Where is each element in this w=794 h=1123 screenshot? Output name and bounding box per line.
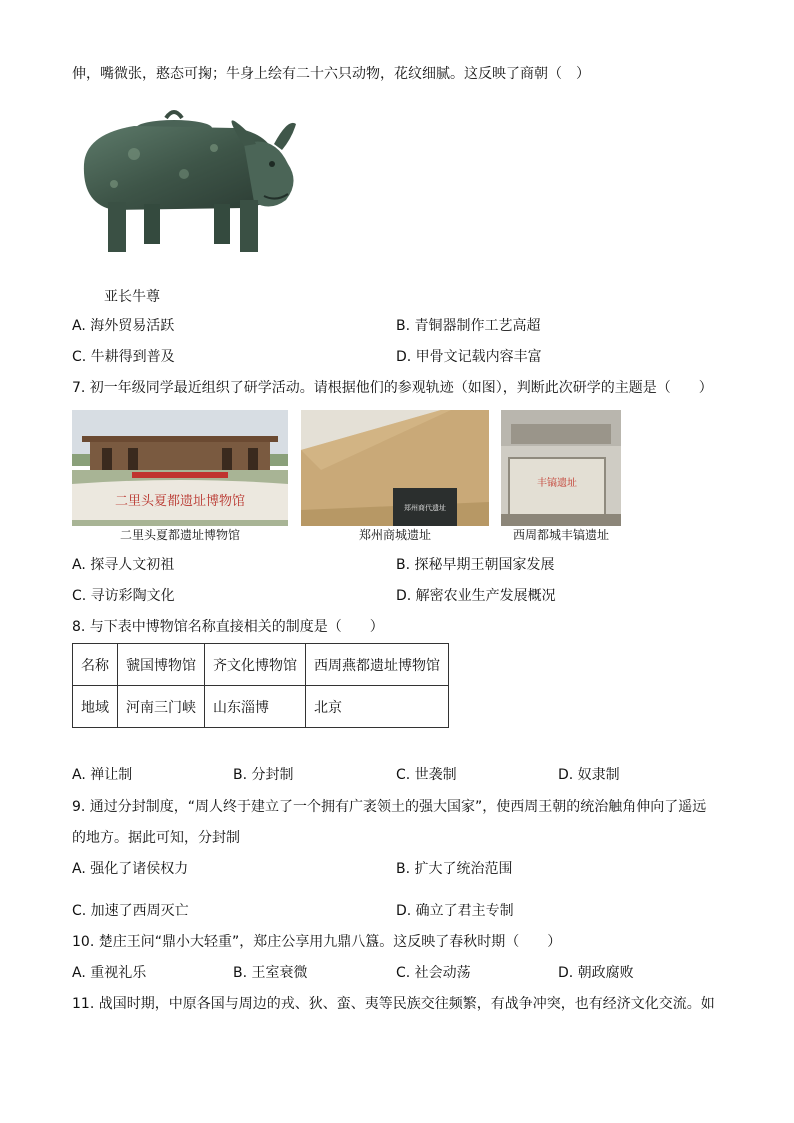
q11-stem: 11. 战国时期，中原各国与周边的戎、狄、蛮、夷等民族交往频繁，有战争冲突，也有经济文化交流。如 [72, 996, 715, 1012]
q7-option-a[interactable]: A. 探寻人文初祖 [72, 557, 175, 573]
q7-caption-zhengzhou: 郑州商城遗址 [358, 528, 431, 542]
q6-stem: 伸，嘴微张，憨态可掬；牛身上绘有二十六只动物，花纹细腻。这反映了商朝（ ） [72, 66, 590, 82]
q6-option-c[interactable]: C. 牛耕得到普及 [72, 349, 175, 365]
table-row [73, 686, 449, 728]
q8-stem: 8. 与下表中博物馆名称直接相关的制度是（ ） [72, 619, 384, 635]
table-cell: 虢国博物馆 [118, 644, 205, 686]
table-row [73, 644, 449, 686]
museum-table [72, 643, 449, 728]
q9-stem-line-2: 的地方。据此可知，分封制 [72, 830, 240, 846]
q10-stem: 10. 楚庄王问“鼎小大轻重”，郑庄公享用九鼎八簋。这反映了春秋时期（ ） [72, 934, 562, 950]
table-cell: 河南三门峡 [118, 686, 205, 728]
q6-option-b[interactable]: B. 青铜器制作工艺高超 [396, 318, 541, 334]
table-cell: 西周燕都遗址博物馆 [306, 644, 449, 686]
q9-option-d[interactable]: D. 确立了君主专制 [396, 903, 514, 919]
q10-option-b[interactable]: B. 王室衰微 [233, 965, 308, 981]
table-cell: 名称 [73, 644, 118, 686]
q8-option-a[interactable]: A. 禅让制 [72, 767, 133, 783]
erlitou-museum-photo [72, 410, 288, 526]
q8-option-c[interactable]: C. 世袭制 [396, 767, 457, 783]
zhengzhou-sign-text: 郑州商代遗址 [404, 504, 446, 512]
q9-option-b[interactable]: B. 扩大了统治范围 [396, 861, 513, 877]
zhengzhou-shang-city-photo [301, 410, 489, 526]
q7-option-d[interactable]: D. 解密农业生产发展概况 [396, 588, 556, 604]
fenghao-sign-text: 丰镐遗址 [537, 478, 577, 489]
bronze-ox-zun-image [74, 104, 304, 274]
q6-image-caption: 亚长牛尊 [104, 289, 160, 305]
q7-option-b[interactable]: B. 探秘早期王朝国家发展 [396, 557, 555, 573]
q10-option-a[interactable]: A. 重视礼乐 [72, 965, 147, 981]
q7-stem: 7. 初一年级同学最近组织了研学活动。请根据他们的参观轨迹（如图），判断此次研学的主题是（ ） [72, 380, 713, 396]
q8-option-b[interactable]: B. 分封制 [233, 767, 294, 783]
q7-option-c[interactable]: C. 寻访彩陶文化 [72, 588, 175, 604]
erlitou-sign-text: 二里头夏都遗址博物馆 [114, 494, 246, 509]
table-cell: 齐文化博物馆 [205, 644, 306, 686]
q9-stem-line-1: 9. 通过分封制度，“周人终于建立了一个拥有广袤领土的强大国家”，使西周王朝的统治触角伸向了遥远 [72, 799, 707, 815]
q10-option-c[interactable]: C. 社会动荡 [396, 965, 471, 981]
q7-caption-erlitou: 二里头夏都遗址博物馆 [119, 528, 240, 542]
table-cell: 地域 [73, 686, 118, 728]
table-cell: 北京 [306, 686, 449, 728]
q8-option-d[interactable]: D. 奴隶制 [558, 767, 620, 783]
table-cell: 山东淄博 [205, 686, 306, 728]
q9-option-a[interactable]: A. 强化了诸侯权力 [72, 861, 189, 877]
q7-caption-fenghao: 西周都城丰镐遗址 [512, 528, 609, 542]
q6-option-d[interactable]: D. 甲骨文记载内容丰富 [396, 349, 542, 365]
q9-option-c[interactable]: C. 加速了西周灭亡 [72, 903, 189, 919]
q6-option-a[interactable]: A. 海外贸易活跃 [72, 318, 175, 334]
q10-option-d[interactable]: D. 朝政腐败 [558, 965, 634, 981]
fenghao-site-photo [501, 410, 621, 526]
